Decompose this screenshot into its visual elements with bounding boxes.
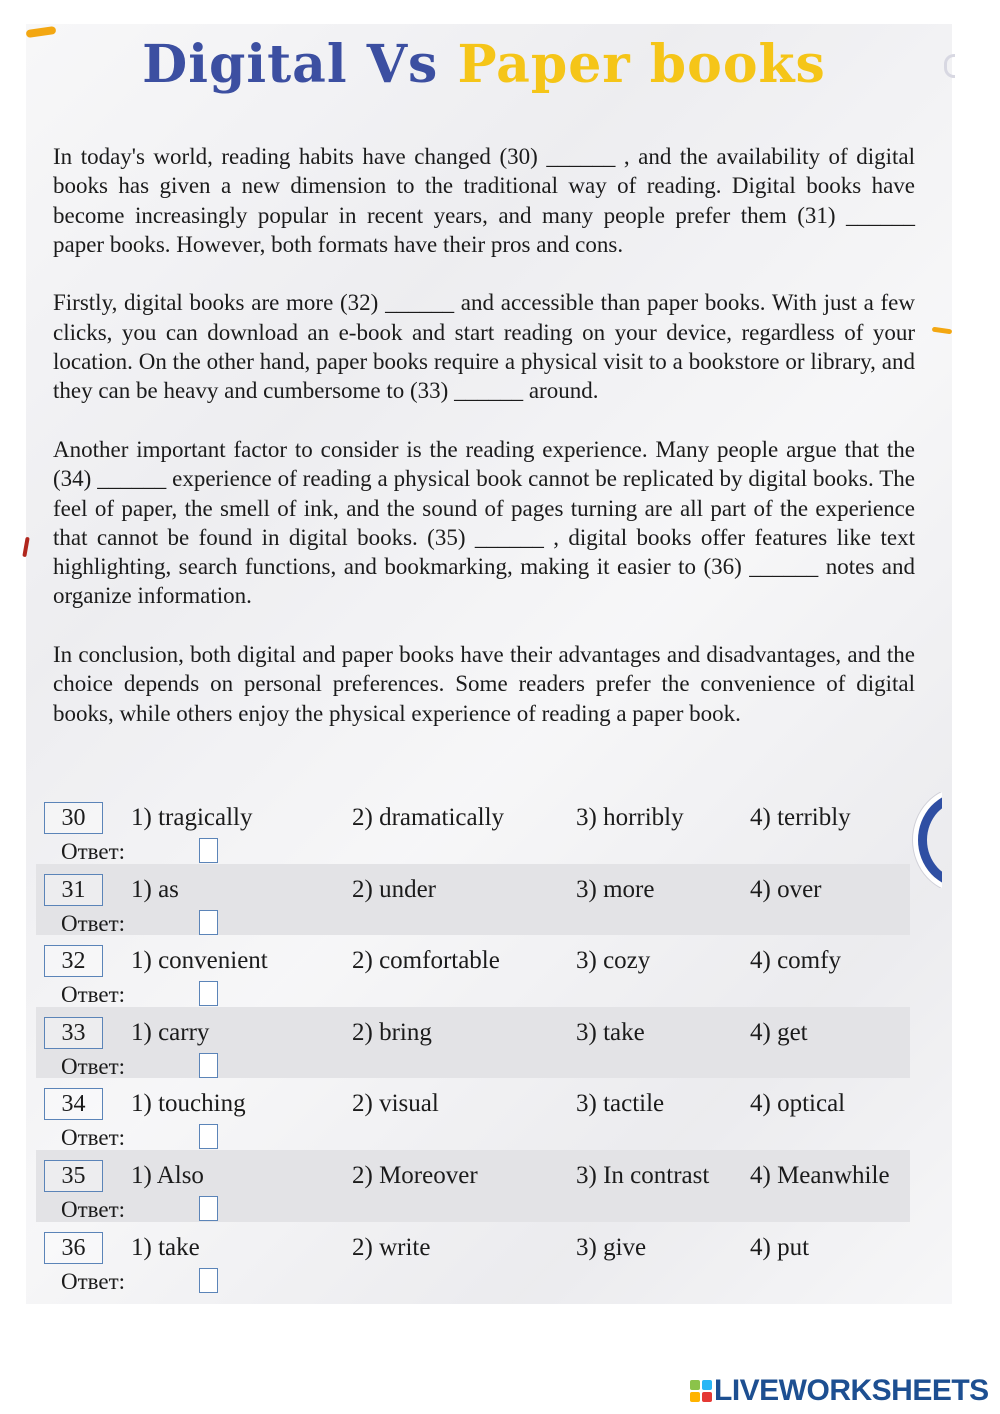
answer-input[interactable] xyxy=(199,1268,218,1293)
answer-input[interactable] xyxy=(199,1196,218,1221)
option-1: 1) tragically xyxy=(131,804,253,831)
option-3: 3) horribly xyxy=(576,804,684,831)
question-row-30 xyxy=(36,792,910,864)
answer-input[interactable] xyxy=(199,910,218,935)
answer-input[interactable] xyxy=(199,1124,218,1149)
liveworksheets-brand[interactable] xyxy=(690,1374,989,1408)
option-1: 1) convenient xyxy=(131,947,268,975)
option-4: 4) get xyxy=(750,1018,808,1046)
answer-input[interactable] xyxy=(199,838,218,863)
question-row-34 xyxy=(36,1078,910,1150)
title-part-digital: Digital Vs xyxy=(142,34,439,95)
logo-square xyxy=(690,1392,700,1402)
question-row-31 xyxy=(36,864,910,936)
question-row-32 xyxy=(36,935,910,1007)
option-3: 3) cozy xyxy=(576,947,651,975)
option-1: 1) carry xyxy=(131,1018,210,1046)
question-number-box: 31 xyxy=(44,874,103,906)
option-4: 4) comfy xyxy=(750,947,841,975)
option-2: 2) visual xyxy=(352,1090,439,1118)
question-row-36 xyxy=(36,1222,910,1294)
option-4: 4) terribly xyxy=(750,804,851,831)
logo-square xyxy=(702,1380,712,1390)
option-2: 2) dramatically xyxy=(352,804,505,831)
option-2: 2) write xyxy=(352,1233,431,1261)
title-part-paper: Paper books xyxy=(457,34,826,95)
option-1: 1) touching xyxy=(131,1090,246,1118)
reading-passage xyxy=(53,142,915,757)
option-3: 3) give xyxy=(576,1233,647,1261)
passage-paragraph: In today's world, reading habits have changed (30) ______ , and the availability of digital books has given a new dimension to the traditional way of reading. Digital books have become increasingly popular in recent years, and many people prefer them (31) ______ paper books. However, both formats have their pros and cons. xyxy=(53,144,915,257)
option-1: 1) take xyxy=(131,1233,200,1261)
answer-label: Ответ: xyxy=(61,910,126,936)
question-list xyxy=(36,792,910,1293)
answer-label: Ответ: xyxy=(61,982,126,1008)
answer-label: Ответ: xyxy=(61,839,126,864)
answer-label: Ответ: xyxy=(61,1268,126,1294)
page-title xyxy=(0,34,968,95)
option-3: 3) tactile xyxy=(576,1090,665,1118)
answer-label: Ответ: xyxy=(61,1053,126,1079)
passage-paragraph: Another important factor to consider is the reading experience. Many people argue that the (34) ______ experience of reading a physical book cannot be replicated by digital books. The feel of paper, the smell of ink, and the sound of pages turning are all part of the experience that cannot be found in digital books. (35) ______ , digital books offer features like text highlighting, search functions, and bookmarking, making it easier to (36) ______ notes and organize information. xyxy=(53,436,915,609)
passage-paragraph: In conclusion, both digital and paper books have their advantages and disadvantages, and the choice depends on personal preferences. Some readers prefer the convenience of digital books, while others enjoy the physical experience of reading a paper book. xyxy=(53,642,915,726)
brand-name: LIVEWORKSHEETS xyxy=(714,1374,989,1407)
question-number-box: 30 xyxy=(44,802,103,834)
answer-label: Ответ: xyxy=(61,1196,126,1222)
option-2: 2) Moreover xyxy=(352,1161,478,1189)
option-2: 2) bring xyxy=(352,1018,432,1046)
question-number-box: 33 xyxy=(44,1017,103,1049)
decorative-ring xyxy=(918,792,1000,888)
logo-square xyxy=(702,1392,712,1402)
option-2: 2) under xyxy=(352,875,436,903)
question-number-box: 34 xyxy=(44,1088,103,1120)
answer-input[interactable] xyxy=(199,981,218,1006)
option-4: 4) over xyxy=(750,875,822,903)
liveworksheets-logo-icon xyxy=(690,1380,712,1402)
option-1: 1) Also xyxy=(131,1161,204,1189)
question-row-33 xyxy=(36,1007,910,1079)
option-3: 3) take xyxy=(576,1018,645,1046)
passage-paragraph: Firstly, digital books are more (32) ______ and accessible than paper books. With just a few clicks, you can download an e-book and start reading on your device, regardless of your location. On the other hand, paper books require a physical visit to a bookstore or library, and they can be heavy and cumbersome to (33) ______ around. xyxy=(53,290,915,404)
option-4: 4) optical xyxy=(750,1090,846,1118)
logo-square xyxy=(690,1380,700,1390)
option-4: 4) Meanwhile xyxy=(750,1161,890,1189)
option-4: 4) put xyxy=(750,1233,810,1261)
option-1: 1) as xyxy=(131,875,179,903)
answer-input[interactable] xyxy=(199,1053,218,1078)
answer-label: Ответ: xyxy=(61,1125,126,1151)
question-number-box: 32 xyxy=(44,945,103,977)
option-2: 2) comfortable xyxy=(352,947,500,975)
question-number-box: 36 xyxy=(44,1232,103,1264)
option-3: 3) In contrast xyxy=(576,1161,710,1189)
question-row-35 xyxy=(36,1150,910,1222)
option-3: 3) more xyxy=(576,875,655,903)
question-number-box: 35 xyxy=(44,1160,103,1192)
